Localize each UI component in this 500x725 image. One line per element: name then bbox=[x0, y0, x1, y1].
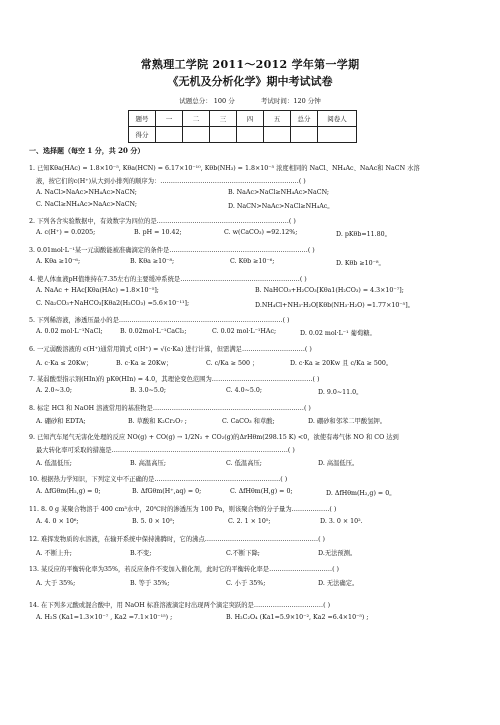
score-header-cell: 五 bbox=[264, 111, 291, 127]
exam-title: 常熟理工学院 2011～2012 学年第一学期 bbox=[140, 58, 360, 71]
option-a: A. c·Ka ≤ 20Kw； bbox=[36, 360, 93, 367]
option-d: D.NH₄Cl+NH₃·H₂O[Kθb(NH₃·H₂O) =1.77×10⁻⁵]。 bbox=[255, 302, 414, 309]
option-c: C.不断下降; bbox=[226, 550, 260, 557]
option-d: D. pKθb=11.80。 bbox=[336, 231, 391, 238]
option-c: C. NaCl≥NH₄Ac>NaAc>NaCN; bbox=[36, 201, 137, 208]
question-14: 14. 在下列多元酸或混合酸中，用 NaOH 标准溶液滴定时出现两个滴定突跃的是……………………………( ) bbox=[29, 602, 331, 609]
option-a: A. ΔfGθm(H₂,g) = 0; bbox=[36, 488, 101, 495]
score-header-cell: 二 bbox=[183, 111, 210, 127]
question-2: 2. 下列各含实验数据中，有效数字为四位的是………………………………………………………( ) bbox=[29, 218, 296, 225]
option-d: D. 无法确定。 bbox=[318, 580, 359, 587]
option-d: D. 0.02 mol·L⁻¹ 葡萄糖。 bbox=[300, 330, 376, 337]
option-a: A. c(H⁺) = 0.0205; bbox=[36, 229, 96, 236]
question-10: 10. 根据热力学知识，下列定义中不正确的是……………………………………………………( ) bbox=[29, 476, 288, 483]
option-c: C. CaCO₃ 和草酸; bbox=[222, 418, 275, 425]
total-score: 试题总分： 100 分 bbox=[179, 97, 235, 105]
score-header-cell: 阅卷人 bbox=[318, 111, 357, 127]
score-header-cell: 一 bbox=[156, 111, 183, 127]
option-a: A. 不断上升; bbox=[36, 550, 72, 557]
option-c: C. 2. 1 × 10⁵; bbox=[228, 518, 271, 525]
option-b: B. Kθa ≥10⁻⁸; bbox=[130, 258, 175, 265]
option-a: A. 硼砂和 EDTA; bbox=[36, 418, 86, 425]
option-d: D. ΔfHθm(H₂,g) = 0。 bbox=[326, 490, 396, 497]
question-4: 4. 使人体血液pH值维持在7.35左右的主要缓冲系统是…………………………………………………( ) bbox=[29, 276, 307, 283]
score-header-cell: 四 bbox=[237, 111, 264, 127]
question-1-line2: 液，按它们的c(H⁺)从大到小排列的顺序为：…………………………………………………………( ) bbox=[36, 178, 306, 185]
option-b: B. 高温高压; bbox=[130, 460, 166, 467]
option-b: B. NaAc>NaCl≥NH₄Ac>NaCN; bbox=[228, 189, 329, 196]
option-d: D. 3. 0 × 10². bbox=[320, 518, 363, 525]
option-a: A. 0.02 mol·L⁻¹NaCl; bbox=[36, 328, 103, 335]
question-3: 3. 0.01mol·L⁻¹某一元弱酸能被准确滴定的条件是…………………………………………………………( ) bbox=[29, 247, 315, 254]
option-d: D. 硼砂和邻苯二甲酸氢钾。 bbox=[308, 418, 387, 425]
option-d: D.无法预测。 bbox=[318, 550, 357, 557]
question-12: 12. 难挥发物质的水溶液，在输开系统中保持沸腾时，它的沸点………………………………………………( ) bbox=[29, 536, 325, 543]
question-6: 6. 一元弱酸溶液的 c(H⁺)通常用简式 c(H⁺) = √(c·Ka) 进行计算，但需满足…………………………( ) bbox=[29, 346, 312, 353]
question-5: 5. 下列稀溶液，渗透压最小的是……………………………………………………………………( ) bbox=[29, 317, 290, 324]
question-11: 11. 8. 0 g 某聚合物溶于 400 cm³水中，20℃时的渗透压为 100 Pa，则该聚合物的分子量为………………( ) bbox=[29, 506, 337, 513]
course-title: 《无机及分析化学》期中考试试卷 bbox=[167, 75, 333, 88]
option-d: D. NaCN>NaAc>NaCl≥NH₄Ac。 bbox=[228, 203, 334, 210]
option-b: B. 3.0~5.0; bbox=[130, 387, 167, 394]
option-b: B.不变; bbox=[130, 550, 152, 557]
score-row-label: 得分 bbox=[129, 127, 156, 143]
option-a: A. H₂S (Ka1=1.3×10⁻⁷ , Ka2 =7.1×10⁻¹⁵) ; bbox=[36, 614, 173, 621]
exam-meta bbox=[0, 96, 500, 105]
option-b: B. H₂C₂O₄ (Ka1=5.9×10⁻², Ka2 =6.4×10⁻⁵) ; bbox=[226, 614, 369, 621]
option-c: C. Na₂CO₃+NaHCO₃[Kθa2(H₂CO₃) =5.6×10⁻¹¹]; bbox=[36, 300, 190, 307]
option-a: A. 大于 35%; bbox=[36, 580, 76, 587]
option-a: A. 2.0~3.0; bbox=[36, 387, 72, 394]
score-header-cell: 题号 bbox=[129, 111, 156, 127]
option-d: D. 高温低压。 bbox=[318, 460, 359, 467]
exam-time: 考试时间：120 分钟 bbox=[260, 97, 321, 105]
section-heading: 一、选择题（每空 1 分，共 20 分） bbox=[29, 146, 145, 155]
option-b: B. 等于 35%; bbox=[130, 580, 170, 587]
option-a: A. NaCl>NaAc>NH₄Ac>NaCN; bbox=[36, 189, 137, 196]
option-d: D. c·Ka ≥ 20Kw 且 c/Ka ≥ 500。 bbox=[290, 360, 393, 367]
option-a: A. 4. 0 × 10⁶; bbox=[36, 518, 79, 525]
option-b: B. 5. 0 × 10⁵; bbox=[132, 518, 175, 525]
question-1-line1: 1. 已知Kθa(HAc) = 1.8×10⁻⁵, Kθa(HCN) = 6.17×10⁻¹⁰, Kθb(NH₃) = 1.8×10⁻⁵ 浓度相同的 NaCl、NH₄Ac、NaAc和 NaCN 水溶 bbox=[29, 165, 420, 172]
question-7: 7. 某弱酸型指示剂(HIn)的 pKθ(HIn) = 4.0，其理论变色范围为…………………………………………( ) bbox=[29, 376, 320, 383]
score-header-cell: 总分 bbox=[291, 111, 318, 127]
question-9-line1: 9. 已知汽车尾气无害化处理的反应 NO(g) + CO(g) → 1/2N₂ + CO₂(g)的ΔrHθm(298.15 K) <0，欲使有毒气体 NO 和 CO 达到 bbox=[29, 434, 399, 441]
option-b: B. pH = 10.42; bbox=[134, 229, 182, 236]
score-table bbox=[128, 110, 357, 143]
question-9-line2: 最大转化率可采取的措施是…………………………………………………………………………( ) bbox=[36, 447, 295, 454]
option-c: C. c/Ka ≥ 500 ； bbox=[206, 360, 259, 367]
option-d: D. Kθb ≥10⁻⁸。 bbox=[336, 260, 385, 267]
question-13: 13. 某反应的平衡转化率为35%，若反应条件不变加入催化剂，此时它的平衡转化率是…………………………( ) bbox=[29, 566, 339, 573]
option-a: A. 低温低压; bbox=[36, 460, 72, 467]
score-cell bbox=[210, 127, 237, 143]
score-cell bbox=[237, 127, 264, 143]
score-cell bbox=[264, 127, 291, 143]
option-c: C. 0.02 mol·L⁻¹HAc; bbox=[212, 328, 277, 335]
option-c: C. 4.0~5.0; bbox=[226, 387, 263, 394]
option-b: B. c·Ka ≥ 20Kw； bbox=[116, 360, 173, 367]
score-header-cell: 三 bbox=[210, 111, 237, 127]
option-c: C. Kθb ≥10⁻⁶; bbox=[230, 258, 275, 265]
option-b: B. 0.02mol·L⁻¹CaCl₂; bbox=[120, 328, 187, 335]
option-d: D. 9.0~11.0。 bbox=[318, 389, 363, 396]
option-c: C. 小于 35%; bbox=[226, 580, 266, 587]
score-cell bbox=[183, 127, 210, 143]
score-cell bbox=[318, 127, 357, 143]
score-cell bbox=[291, 127, 318, 143]
option-b: B. 草酸和 K₂Cr₂O₇ ; bbox=[128, 418, 187, 425]
option-c: C. 低温高压; bbox=[226, 460, 262, 467]
option-a: A. Kθa ≥10⁻⁶; bbox=[36, 258, 81, 265]
option-c: C. ΔfHθm(H,g) = 0; bbox=[230, 488, 293, 495]
option-b: B. NaHCO₃+H₂CO₃[Kθa1(H₂CO₃) = 4.3×10⁻⁷]; bbox=[255, 287, 404, 294]
score-cell bbox=[156, 127, 183, 143]
question-8: 8. 标定 HCl 和 NaOH 溶液常用的基准物是………………………………………………………………( ) bbox=[29, 405, 311, 412]
option-c: C. w(CaCO₃) =92.12%; bbox=[224, 229, 298, 236]
option-a: A. NaAc + HAc[Kθa(HAc) =1.8×10⁻⁵]; bbox=[36, 287, 159, 294]
option-b: B. ΔfGθm(H⁺,aq) = 0; bbox=[132, 488, 202, 495]
